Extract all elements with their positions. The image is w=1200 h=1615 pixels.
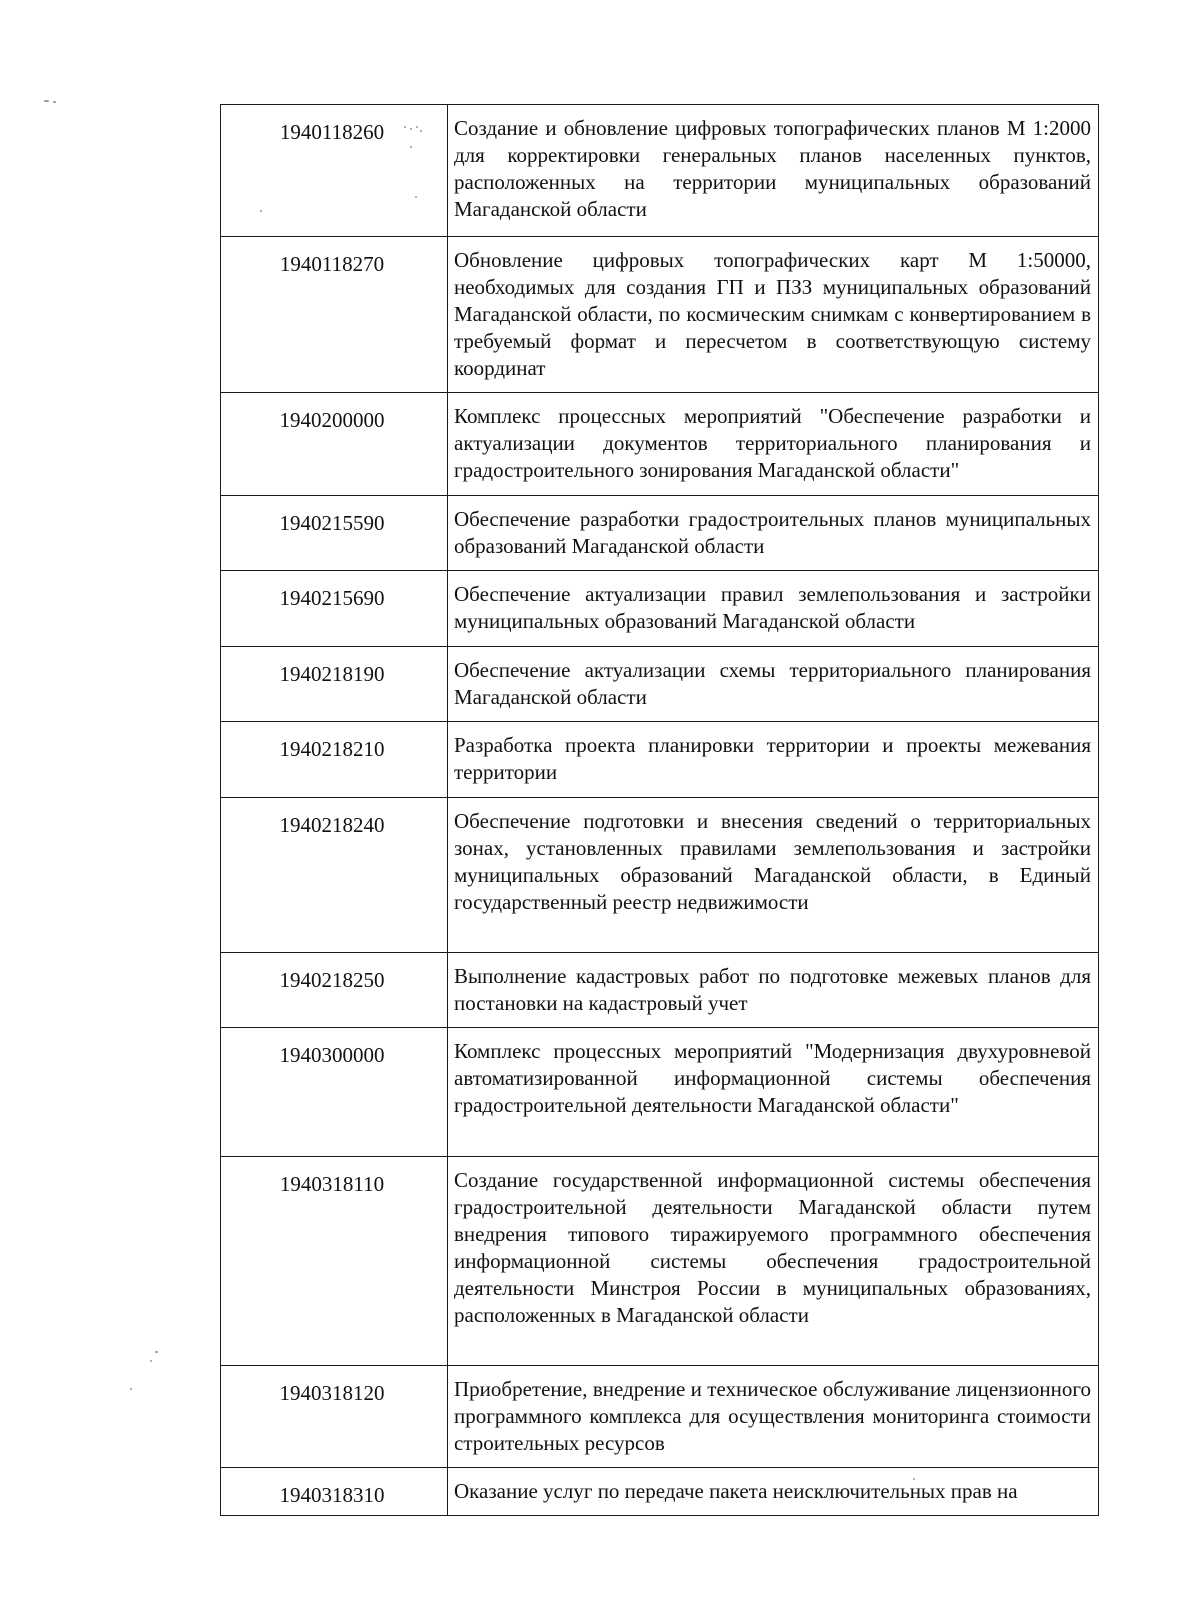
table-row <box>221 496 1099 571</box>
code-cell <box>221 1366 448 1468</box>
code-cell <box>221 571 448 647</box>
code-text: 1940318310 <box>279 1483 385 1507</box>
budget-codes-table <box>220 104 1099 1516</box>
description-cell: Обновление цифровых топографических карт М 1:50000, необходимых для создания ГП и ПЗЗ муниципальных образований Магаданской области, по космическим снимкам с конвертированием в требуемый формат и пересчетом в соответствующую систему координат <box>448 237 1099 393</box>
description-cell: Приобретение, внедрение и техническое обслуживание лицензионного программного комплекса для осуществления мониторинга стоимости строительных ресурсов <box>448 1366 1099 1468</box>
table-row <box>221 953 1099 1028</box>
description-cell: Комплекс процессных мероприятий "Обеспечение разработки и актуализации документов территориального планирования и градостроительного зонирования Магаданской области" <box>448 393 1099 496</box>
table-row <box>221 722 1099 798</box>
code-text: 1940218240 <box>279 813 385 837</box>
code-text: 1940118270 <box>279 252 385 276</box>
code-text: 1940218250 <box>279 968 385 992</box>
code-text: 1940300000 <box>279 1043 385 1067</box>
description-cell: Обеспечение актуализации схемы территориального планирования Магаданской области <box>448 647 1099 722</box>
table-row <box>221 647 1099 722</box>
code-cell <box>221 953 448 1028</box>
code-cell <box>221 1468 448 1516</box>
code-text: 1940118260 <box>279 120 385 144</box>
code-cell <box>221 496 448 571</box>
table-row <box>221 105 1099 237</box>
table-row <box>221 571 1099 647</box>
code-text: 1940200000 <box>279 408 385 432</box>
code-text: 1940318110 <box>279 1172 385 1196</box>
table-row <box>221 1028 1099 1157</box>
code-cell <box>221 722 448 798</box>
description-cell: Обеспечение разработки градостроительных планов муниципальных образований Магаданской области <box>448 496 1099 571</box>
code-text: 1940215690 <box>279 586 385 610</box>
code-cell <box>221 1028 448 1157</box>
table-row <box>221 1157 1099 1366</box>
table-row <box>221 237 1099 393</box>
code-text: 1940318120 <box>279 1381 385 1405</box>
code-cell <box>221 798 448 953</box>
description-cell: Создание государственной информационной системы обеспечения градостроительной деятельности Магаданской области путем внедрения типового тиражируемого программного обеспечения информационной системы обеспечения градостроительной деятельности Минстроя России в муниципальных образованиях, расположенных в Магаданской области <box>448 1157 1099 1366</box>
code-text: 1940218190 <box>279 662 385 686</box>
description-cell: Комплекс процессных мероприятий "Модернизация двухуровневой автоматизированной информационной системы обеспечения градостроительной деятельности Магаданской области" <box>448 1028 1099 1157</box>
description-cell: Оказание услуг по передаче пакета неисключительных прав на <box>448 1468 1099 1516</box>
description-cell: Выполнение кадастровых работ по подготовке межевых планов для постановки на кадастровый учет <box>448 953 1099 1028</box>
table-row <box>221 393 1099 496</box>
code-text: 1940215590 <box>279 511 385 535</box>
code-cell <box>221 393 448 496</box>
description-cell: Обеспечение актуализации правил землепользования и застройки муниципальных образований Магаданской области <box>448 571 1099 647</box>
code-cell <box>221 1157 448 1366</box>
description-cell: Разработка проекта планировки территории и проекты межевания территории <box>448 722 1099 798</box>
code-cell <box>221 105 448 237</box>
description-cell: Создание и обновление цифровых топографических планов М 1:2000 для корректировки генеральных планов населенных пунктов, расположенных на территории муниципальных образований Магаданской области <box>448 105 1099 237</box>
table-row <box>221 798 1099 953</box>
table-row <box>221 1366 1099 1468</box>
code-text: 1940218210 <box>279 737 385 761</box>
description-cell: Обеспечение подготовки и внесения сведений о территориальных зонах, установленных правилами землепользования и застройки муниципальных образований Магаданской области, в Единый государственный реестр недвижимости <box>448 798 1099 953</box>
table-row <box>221 1468 1099 1516</box>
code-cell <box>221 237 448 393</box>
code-cell <box>221 647 448 722</box>
